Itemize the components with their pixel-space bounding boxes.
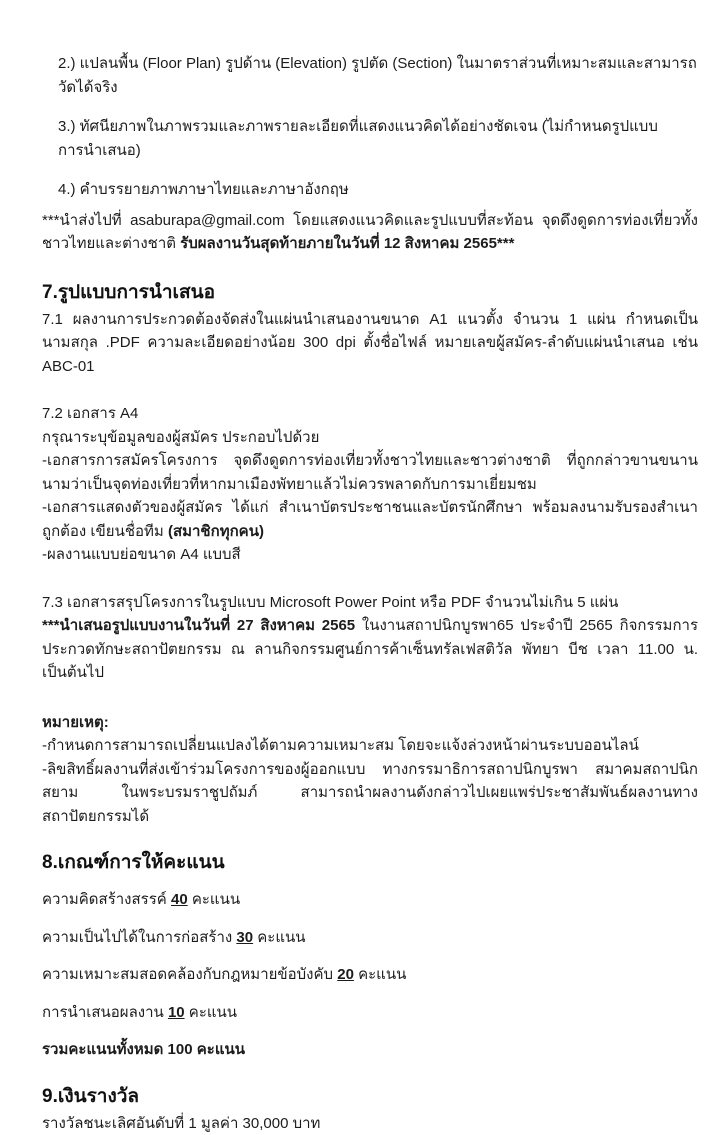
bullet-2-emphasis: (สมาชิกทุกคน) [168, 523, 264, 540]
criteria-score: 40 [171, 891, 188, 908]
remark-2: -ลิขสิทธิ์ผลงานที่ส่งเข้าร่วมโครงการของผู้ออกแบบ ทางกรรมาธิการสถาปนิกบูรพา สมาคมสถาปนิกสยาม ในพระบรมราชูปถัมภ์ สามารถนำผลงานดังกล่าวไปเผยแพร่ประชาสัมพันธ์ผลงานทางสถาปัตยกรรมได้ [42, 758, 698, 829]
bullet-2-text: -เอกสารแสดงตัวของผู้สมัคร ได้แก่ สำเนาบัตรประชาชนและบัตรนักศึกษา พร้อมลงนามรับรองสำเนาถูกต้อง เขียนชื่อทีม [42, 499, 698, 540]
prize-first-place: รางวัลชนะเลิศอันดับที่ 1 มูลค่า 30,000 บาท [42, 1112, 698, 1135]
criteria-unit: คะแนน [354, 966, 406, 983]
clause-7-2-bullet-3: -ผลงานแบบย่อขนาด A4 แบบสี [42, 543, 698, 567]
total-score: รวมคะแนนทั้งหมด 100 คะแนน [42, 1038, 698, 1062]
submission-deadline: รับผลงานวันสุดท้ายภายในวันที่ 12 สิงหาคม 2565*** [180, 235, 514, 252]
clause-7-2-title: 7.2 เอกสาร A4 [42, 402, 698, 426]
submission-note [42, 209, 698, 256]
criteria-score: 20 [337, 966, 354, 983]
section8-heading: 8.เกณฑ์การให้คะแนน [42, 850, 698, 876]
section9-heading: 9.เงินรางวัล [42, 1084, 698, 1110]
deliverable-item-4: 4.) คำบรรยายภาพภาษาไทยและภาษาอังกฤษ [58, 178, 698, 202]
criteria-row-feasibility [42, 926, 698, 950]
criteria-unit: คะแนน [253, 929, 305, 946]
criteria-row-presentation [42, 1001, 698, 1025]
remark-heading-text: หมายเหตุ: [42, 714, 109, 731]
criteria-score: 30 [236, 929, 253, 946]
criteria-score: 10 [168, 1004, 185, 1021]
criteria-row-regulations [42, 963, 698, 987]
clause-7-1: 7.1 ผลงานการประกวดต้องจัดส่งในแผ่นนำเสนองานขนาด A1 แนวตั้ง จำนวน 1 แผ่น กำหนดเป็นนามสกุล .PDF ความละเอียดอย่างน้อย 300 dpi ตั้งชื่อไฟล์ หมายเลขผู้สมัคร-ลำดับแผ่นนำเสนอ เช่น ABC-01 [42, 308, 698, 379]
criteria-label: ความเป็นไปได้ในการก่อสร้าง [42, 929, 236, 946]
criteria-row-creativity [42, 888, 698, 912]
deliverable-item-3: 3.) ทัศนียภาพในภาพรวมและภาพรายละเอียดที่แสดงแนวคิดได้อย่างชัดเจน (ไม่กำหนดรูปแบบการนำเสนอ) [58, 115, 698, 162]
criteria-label: ความคิดสร้างสรรค์ [42, 891, 171, 908]
clause-7-2-bullet-1: -เอกสารการสมัครโครงการ จุดดึงดูดการท่องเที่ยวทั้งชาวไทยและชาวต่างชาติ ที่ถูกกล่าวขานขนานนามว่าเป็นจุดท่องเที่ยวที่หากมาเมืองพัทยาแล้วไม่ควรพลาดกับการมาเยี่ยมชม [42, 449, 698, 496]
remark-1: -กำหนดการสามารถเปลี่ยนแปลงได้ตามความเหมาะสม โดยจะแจ้งล่วงหน้าผ่านระบบออนไลน์ [42, 734, 698, 758]
submission-note-text: ***นำส่งไปที่ asaburapa@gmail.com โดยแสดงแนวคิดและรูปแบบที่สะท้อน จุดดึงดูดการท่องเที่ยวทั้งชาวไทยและต่างชาติ [42, 212, 698, 253]
criteria-unit: คะแนน [188, 891, 240, 908]
clause-7-2-bullet-2 [42, 496, 698, 543]
deliverable-item-2: 2.) แปลนพื้น (Floor Plan) รูปด้าน (Elevation) รูปตัด (Section) ในมาตราส่วนที่เหมาะสมและสามารถวัดได้จริง [58, 52, 698, 99]
clause-7-3: 7.3 เอกสารสรุปโครงการในรูปแบบ Microsoft Power Point หรือ PDF จำนวนไม่เกิน 5 แผ่น [42, 591, 698, 615]
criteria-label: ความเหมาะสมสอดคล้องกับกฎหมายข้อบังคับ [42, 966, 337, 983]
criteria-label: การนำเสนอผลงาน [42, 1004, 168, 1021]
section7-heading: 7.รูปแบบการนำเสนอ [42, 280, 698, 306]
presentation-date-note [42, 614, 698, 685]
criteria-unit: คะแนน [185, 1004, 237, 1021]
presentation-date: ***นำเสนอรูปแบบงานในวันที่ 27 สิงหาคม 2565 [42, 617, 355, 634]
presentation-venue: ในงานสถาปนิกบูรพา65 ประจำปี 2565 กิจกรรมการประกวดทักษะสถาปัตยกรรม ณ ลานกิจกรรมศูนย์การค้าเซ็นทรัลเฟสติวัล พัทยา บีช เวลา 11.00 น. เป็นต้นไป [42, 617, 698, 681]
clause-7-2-intro: กรุณาระบุข้อมูลของผู้สมัคร ประกอบไปด้วย [42, 426, 698, 450]
remark-heading [42, 711, 698, 735]
